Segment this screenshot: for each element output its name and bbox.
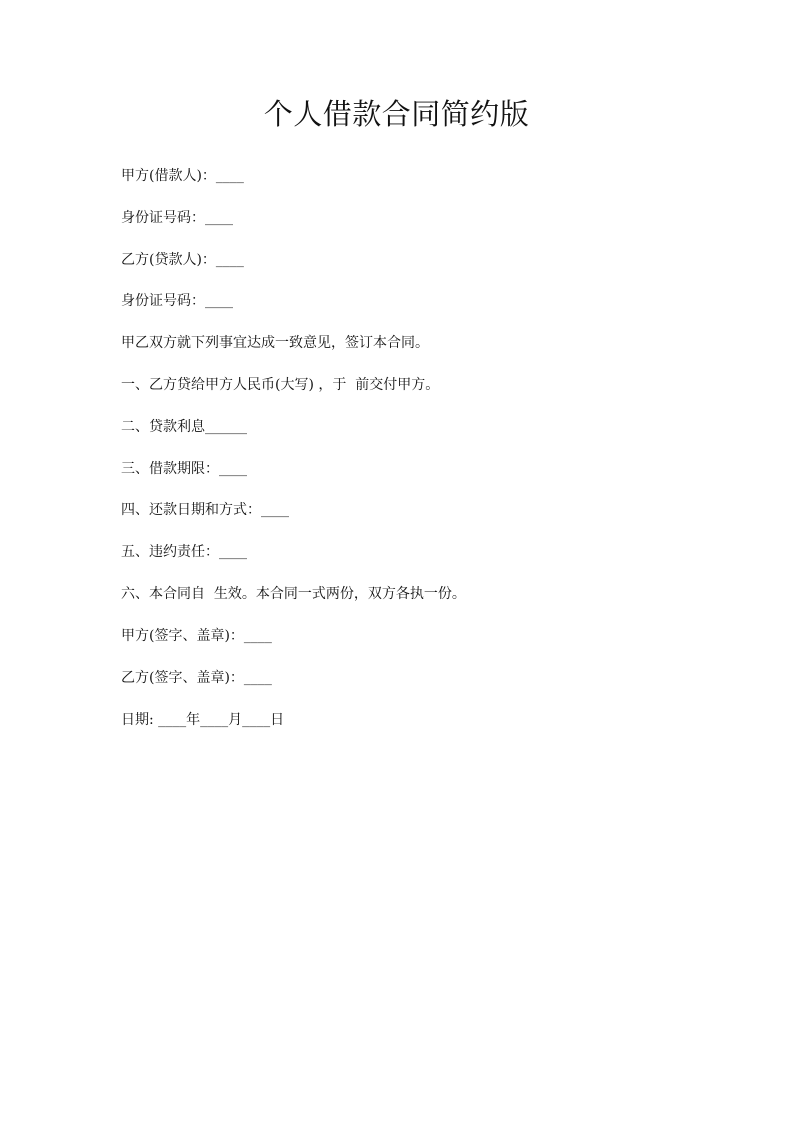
lender-id-line: 身份证号码：____ [121, 293, 233, 309]
clause-5-liability: 五、违约责任：____ [121, 544, 247, 560]
date-line: 日期: ____年____月____日 [121, 712, 285, 728]
clause-4-repayment: 四、还款日期和方式：____ [121, 502, 289, 518]
borrower-id-line: 身份证号码：____ [121, 210, 233, 226]
borrower-line: 甲方(借款人)：____ [121, 168, 244, 184]
clause-3-loan-term: 三、借款期限：____ [121, 461, 247, 477]
clause-2-interest: 二、贷款利息______ [121, 419, 247, 435]
clause-6-effectiveness: 六、本合同自 生效。本合同一式两份，双方各执一份。 [121, 586, 466, 602]
document-title: 个人借款合同简约版 [263, 97, 530, 131]
party-b-signature-line: 乙方(签字、盖章)：____ [121, 670, 272, 686]
clause-1-loan-amount: 一、乙方贷给甲方人民币(大写) ，于 前交付甲方。 [121, 377, 440, 393]
party-a-signature-line: 甲方(签字、盖章)：____ [121, 628, 272, 644]
agreement-intro: 甲乙双方就下列事宜达成一致意见，签订本合同。 [121, 335, 429, 351]
lender-line: 乙方(贷款人)：____ [121, 252, 244, 268]
